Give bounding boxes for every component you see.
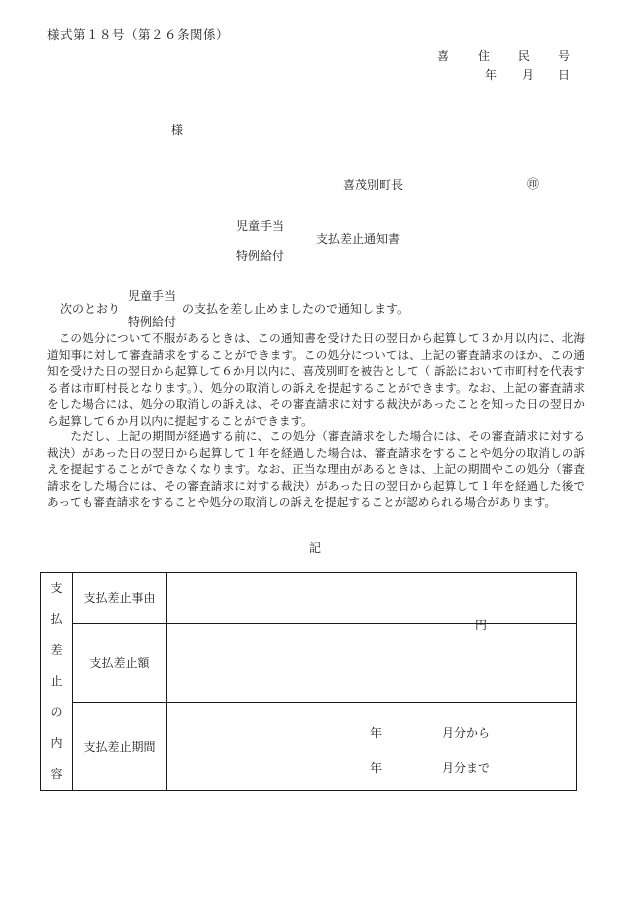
- title-option-child-allowance: 児童手当: [236, 219, 285, 233]
- period-field[interactable]: [167, 702, 577, 790]
- document-number-part: 号: [558, 49, 571, 63]
- intro-suffix: の支払を差し止めましたので通知します。: [182, 302, 410, 316]
- document-number-part: 民: [518, 49, 531, 63]
- seal-mark: ㊞: [527, 177, 540, 191]
- section-label-char: 容: [50, 767, 63, 781]
- intro-option-special-benefit: 特例給付: [128, 315, 177, 329]
- title-option-special-benefit: 特例給付: [236, 249, 285, 263]
- date-day: 日: [558, 68, 571, 82]
- intro-option-child-allowance: 児童手当: [128, 289, 177, 303]
- from-year: 年: [370, 725, 383, 740]
- section-label-char: の: [50, 705, 63, 719]
- amount-field[interactable]: [167, 617, 577, 702]
- document-number-part: 住: [478, 49, 491, 63]
- date-month: 月: [522, 68, 535, 82]
- appeal-deadline-paragraph: ただし、上記の期間が経過する前に、この処分（審査請求をした場合には、その審査請求に対する裁決）があった日の翌日から起算して１年を経過した場合は、審査請求をすることや処分の取消しの訴えを提起することができなくなります。なお、正当な理由があるときは、上記の期間やこの処分（審査請求をした場合には、その審査請求に対する裁決）があった日の翌日から起算して１年を経過した後であっても審査請求をすることや処分の取消しの訴えを提起することが認められる場合があります。: [47, 429, 585, 510]
- title-main: 支払差止通知書: [316, 232, 401, 246]
- reason-label: 支払差止事由: [73, 573, 167, 624]
- intro-prefix: 次のとおり: [60, 302, 121, 316]
- issuer-name: 喜茂別町長: [343, 178, 404, 192]
- addressee-suffix: 様: [171, 123, 184, 137]
- appeal-notice-paragraph: この処分について不服があるときは、この通知書を受けた日の翌日から起算して３か月以内に、北海道知事に対して審査請求をすることができます。この処分については、上記の審査請求のほか、この通知を受けた日の翌日から起算して６か月以内に、喜茂別町を被告として（ 訴訟において市町村を代表する者は市町村長となります。）、処分の取消しの訴えを提起することができます。なお、上記の審査請求をした場合には、処分の取消しの訴えは、その審査請求に対する裁決があったことを知った日の翌日から起算して６か月以内に提起することができます。: [47, 331, 585, 428]
- amount-unit: 円: [475, 617, 488, 632]
- section-label-char: 支: [50, 581, 63, 595]
- to-year: 年: [370, 760, 383, 775]
- section-label-char: 払: [50, 612, 63, 626]
- document-number-part: 喜: [437, 49, 450, 63]
- ki-heading: 記: [309, 541, 322, 555]
- section-label-char: 差: [50, 643, 63, 657]
- period-label: 支払差止期間: [73, 702, 167, 790]
- reason-field[interactable]: [167, 573, 577, 624]
- section-label: [41, 573, 72, 790]
- section-label-char: 止: [50, 674, 63, 688]
- table-row: [41, 573, 577, 624]
- section-label-char: 内: [50, 736, 63, 750]
- date-year: 年: [485, 68, 498, 82]
- from-month: 月分から: [442, 725, 491, 740]
- to-month: 月分まで: [442, 760, 491, 775]
- amount-label: 支払差止額: [73, 623, 167, 702]
- section-label-cell: [41, 573, 73, 791]
- form-number: 様式第１８号（第２６条関係）: [47, 27, 230, 42]
- table-row: [41, 702, 577, 790]
- details-table: [40, 572, 577, 791]
- table-row: [41, 623, 577, 702]
